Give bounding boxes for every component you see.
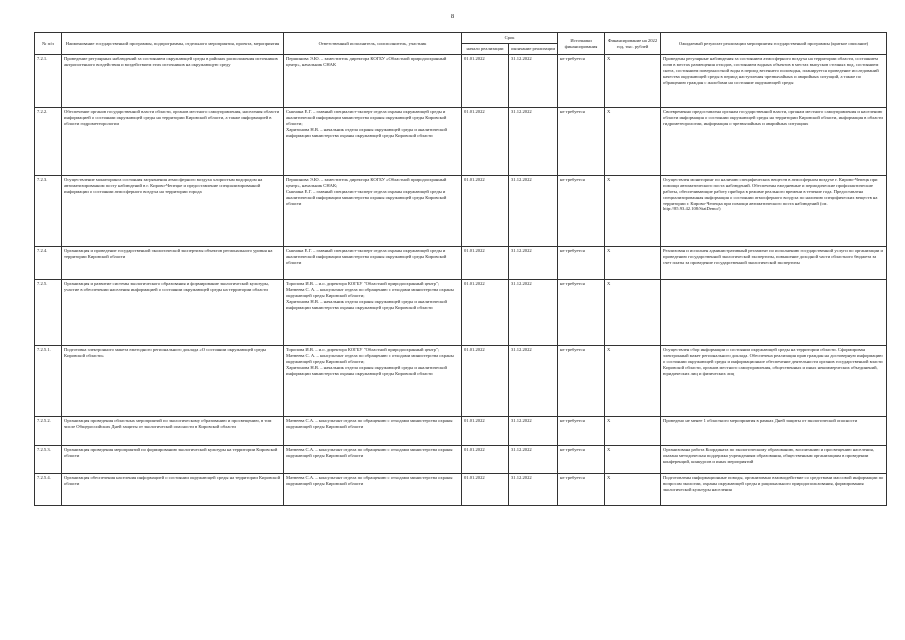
- row-end: 31.12.2022: [509, 474, 558, 506]
- executor-line: Матвеева С. А. – консультант отдела по обращению с отходами министерства охраны окружающей среды Кировской области;: [286, 352, 454, 364]
- row-name: Обеспечение органов государственной власти области, органов местного самоуправления, населения области информацией о состоянии окружающей среды на территории Кировской области, а также информацией в области гидрометеорологии: [62, 108, 284, 176]
- row-start: 01.01.2022: [462, 280, 509, 346]
- row-executor: [284, 474, 462, 506]
- row-num: 7.2.4.: [35, 247, 62, 280]
- row-num: 7.2.5.3.: [35, 446, 62, 474]
- row-result: Проведены регулярные наблюдения за состоянием атмосферного воздуха на территории области, состоянием почв в местах размещения отходов, состоянием водных объектов в местах выпусков сточных вод, состоянием снега, состоянием поверхностной воды в период весеннего половодья, планируется проведение исследований качества окружающей среды в период наступления чрезвычайных и аварийных ситуаций, а также по обращению граждан с жалобами на состояние окружающей среды: [661, 55, 887, 108]
- col-start-header: начало реализации: [462, 44, 509, 55]
- row-start: 01.01.2022: [462, 346, 509, 417]
- row-name: Осуществление мониторинга состояния загрязнения атмосферного воздуха хлористым водородом на автоматизированном посту наблюдений в г. Кирово-Чепецке и предоставление специализированной информации о состоянии атмосферного воздуха на территории города: [62, 176, 284, 247]
- row-num: 7.2.5.2.: [35, 417, 62, 446]
- row-name: Организация и проведение государственной экологической экспертизы объектов регионального уровня на территории Кировской области: [62, 247, 284, 280]
- executor-line: Сыкчина Е.Г. – главный специалист-эксперт отдела охраны окружающей среды и аналитической информации министерства охраны окружающей среды Кировской области;: [286, 109, 447, 126]
- row-num: 7.2.5.: [35, 280, 62, 346]
- row-fin: X: [605, 474, 661, 506]
- col-num-header: № п/п: [35, 33, 62, 55]
- row-result: Проведено не менее 1 областного мероприятия в рамках Дней защиты от экологической опасности: [661, 417, 887, 446]
- row-end: 31.12.2022: [509, 346, 558, 417]
- row-result: Подготовлены информационные поводы, организовано взаимодействие со средствами массовой информации по вопросам экологии, охраны окружающей среды и рационального природопользования, формирования экологической культуры населения: [661, 474, 887, 506]
- executor-line: Харитонова Н.В. – начальник отдела охраны окружающей среды и аналитической информации министерства охраны окружающей среды Кировской области: [286, 126, 447, 138]
- table-row: [35, 417, 887, 446]
- row-executor: [284, 346, 462, 417]
- row-start: 01.01.2022: [462, 446, 509, 474]
- row-start: 01.01.2022: [462, 176, 509, 247]
- row-fin: X: [605, 417, 661, 446]
- row-fin: X: [605, 108, 661, 176]
- row-source: не требуется: [558, 176, 605, 247]
- executor-line: Матвеева С.А. – консультант отдела по обращению с отходами министерства охраны окружающей среды Кировской области: [286, 475, 453, 486]
- row-name: Организация и развитие системы экологического образования и формирование экологической культуры, участие в обеспечении населения информацией о состоянии окружающей среды на территории области: [62, 280, 284, 346]
- row-fin: X: [605, 346, 661, 417]
- row-end: 31.12.2022: [509, 247, 558, 280]
- row-start: 01.01.2022: [462, 55, 509, 108]
- executor-line: Матвеева С. А. – консультант отдела по обращению с отходами министерства охраны окружающей среды Кировской области;: [286, 286, 454, 298]
- row-end: 31.12.2022: [509, 417, 558, 446]
- row-name: Проведение регулярных наблюдений за состоянием окружающей среды в районах расположения источников антропогенного воздействия и воздействием этих источников на окружающую среду: [62, 55, 284, 108]
- row-source: не требуется: [558, 417, 605, 446]
- executor-line: Харитонова Н.В. – начальник отдела охраны окружающей среды и аналитической информации министерства охраны окружающей среды Кировской области: [286, 298, 447, 310]
- row-executor: [284, 280, 462, 346]
- executor-line: Сыкчина Е.Г. – главный специалист-эксперт отдела охраны окружающей среды и аналитической информации министерства охраны окружающей среды Кировской области: [286, 188, 447, 206]
- executor-line: Матвеева С.А. – консультант отдела по обращению с отходами министерства охраны окружающей среды Кировской области: [286, 418, 453, 429]
- row-fin: X: [605, 176, 661, 247]
- col-sources-header: Источники финансирования: [558, 33, 605, 55]
- row-result: Организована работа Координата по экологическому образованию, воспитанию и просвещению населения, оказана методическая поддержка учреждениям образования, общественным организациям в проведении конференций, конкурсов и иных мероприятий: [661, 446, 887, 474]
- row-executor: [284, 108, 462, 176]
- row-source: не требуется: [558, 55, 605, 108]
- table-row: [35, 176, 887, 247]
- table-row: [35, 55, 887, 108]
- row-fin: X: [605, 55, 661, 108]
- row-num: 7.2.5.1.: [35, 346, 62, 417]
- row-start: 01.01.2022: [462, 417, 509, 446]
- executor-line: Торопова И.В. – и.о. директора КОГБУ "Областной природоохранный центр";: [286, 281, 440, 286]
- row-source: не требуется: [558, 280, 605, 346]
- executor-line: Сыкчина Е.Г. – главный специалист-эксперт отдела охраны окружающей среды и аналитической информации министерства охраны окружающей среды Кировской области: [286, 248, 447, 265]
- executor-line: Харитонова Н.В. – начальник отдела охраны окружающей среды и аналитической информации министерства охраны окружающей среды Кировской области: [286, 364, 447, 376]
- row-executor: [284, 247, 462, 280]
- row-start: 01.01.2022: [462, 474, 509, 506]
- col-executor-header: Ответственный исполнитель, соисполнитель, участник: [284, 33, 462, 55]
- executor-line: Першинова Э.Ю. – заместитель директора КОГБУ «Областной природоохранный центр», начальник СНАК: [286, 56, 447, 67]
- table-row: [35, 108, 887, 176]
- table-row: [35, 474, 887, 506]
- row-num: 7.2.5.4.: [35, 474, 62, 506]
- row-executor: [284, 176, 462, 247]
- row-num: 7.2.3.: [35, 176, 62, 247]
- row-source: не требуется: [558, 346, 605, 417]
- header-row-1: [35, 33, 887, 44]
- row-end: 31.12.2022: [509, 108, 558, 176]
- col-financing-header: Финансирование на 2022 год, тыс. рублей: [605, 33, 661, 55]
- row-result: Осуществлен сбор информации о состоянии окружающей среды на территории области. Сформирован электронный макет регионального доклада. Обеспечена реализация прав граждан на достоверную информацию о состоянии окружающей среды и информационное обеспечение деятельности органов государственной власти Кировской области, органов местного самоуправления, общественных и иных некоммерческих объединений, юридических лиц и физических лиц: [661, 346, 887, 417]
- row-fin: X: [605, 446, 661, 474]
- col-end-header: окончание реализации: [509, 44, 558, 55]
- executor-line: Торопова И.В. – и.о. директора КОГБУ "Областной природоохранный центр";: [286, 347, 440, 352]
- row-executor: [284, 417, 462, 446]
- table-row: [35, 446, 887, 474]
- row-name: Организация проведения мероприятий по формированию экологической культуры на территории Кировской области: [62, 446, 284, 474]
- row-fin: X: [605, 247, 661, 280]
- executor-line: Матвеева С.А. – консультант отдела по обращению с отходами министерства охраны окружающей среды Кировской области: [286, 447, 453, 458]
- row-end: 31.12.2022: [509, 280, 558, 346]
- executor-line: Першинова Э.Ю. – заместитель директора КОГБУ «Областной природоохранный центр», начальник СНАК;: [286, 177, 447, 188]
- row-end: 31.12.2022: [509, 176, 558, 247]
- col-name-header: Наименование государственной программы, подпрограммы, отдельного мероприятия, проекта, мероприятия: [62, 33, 284, 55]
- table-row: [35, 247, 887, 280]
- row-result: Осуществлен мониторинг по наличию специфических веществ в атмосферном воздухе г. Кирово-Чепецк при помощи автоматического поста наблюдений. Обеспечены ежедневные и периодические профилактические работы, обеспечивающие работу прибора в режиме реального времени в течение года. Предоставлена специализированная информация о состоянии атмосферного воздуха по наличию специфических веществ на территории г. Кирово-Чепецка при помощи автоматического поста наблюдений (см. http://85.93.42.108/StatDemo/): [661, 176, 887, 247]
- row-result: Своевременно предоставлена органам государственной власти, органам местного самоуправления и населению области информация о состоянии окружающей среды на территории Кировской области, информация в области гидрометеорологии, информация о чрезвычайных и аварийных ситуациях: [661, 108, 887, 176]
- row-source: не требуется: [558, 108, 605, 176]
- row-end: 31.12.2022: [509, 55, 558, 108]
- page-number: 8: [450, 13, 455, 20]
- row-name: Организация обеспечения населения информацией о состоянии окружающей среды на территории Кировской области: [62, 474, 284, 506]
- row-source: не требуется: [558, 446, 605, 474]
- row-start: 01.01.2022: [462, 247, 509, 280]
- row-num: 7.2.2.: [35, 108, 62, 176]
- row-result: Реализован и исполнен административный регламент по исполнению государственной услуги по организации и проведению государственной экологической экспертизы, повышение доходной части областного бюджета за счет платы за проведение государственной экологической экспертизы: [661, 247, 887, 280]
- program-table: [34, 32, 887, 506]
- row-num: 7.2.1.: [35, 55, 62, 108]
- row-end: 31.12.2022: [509, 446, 558, 474]
- row-executor: [284, 55, 462, 108]
- table-row: [35, 346, 887, 417]
- row-result: [661, 280, 887, 346]
- row-start: 01.01.2022: [462, 108, 509, 176]
- row-name: Подготовка электронного макета ежегодного регионального доклада «О состоянии окружающей среды Кировской области»: [62, 346, 284, 417]
- col-result-header: Ожидаемый результат реализации мероприятия государственной программы (краткое описание): [661, 33, 887, 55]
- row-fin: X: [605, 280, 661, 346]
- row-source: не требуется: [558, 247, 605, 280]
- col-term-header: Срок: [462, 33, 558, 44]
- row-name: Организация проведения областных мероприятий по экологическому образованию и просвещению, в том числе Общероссийских Дней защиты от экологической опасности в Кировской области: [62, 417, 284, 446]
- table-row: [35, 280, 887, 346]
- row-executor: [284, 446, 462, 474]
- row-source: не требуется: [558, 474, 605, 506]
